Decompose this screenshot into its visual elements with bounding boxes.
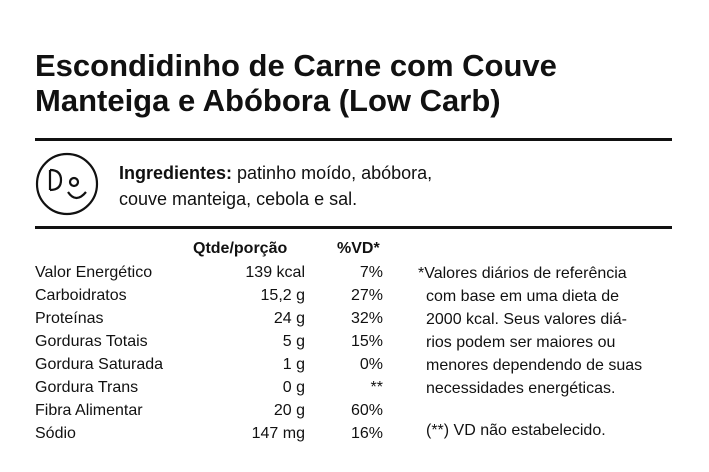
nutrient-name: Gordura Trans <box>35 379 139 396</box>
nutrient-name: Carboidratos <box>35 287 127 304</box>
nutrient-qty: 0 g <box>282 379 305 396</box>
nutrition-row <box>35 287 395 309</box>
nutrient-name: Valor Energético <box>35 264 153 281</box>
vd-not-established-note: (**) VD não estabelecido. <box>426 422 606 439</box>
nutrient-name: Sódio <box>35 425 76 442</box>
ingredients-label: Ingredientes: <box>119 163 233 183</box>
divider-middle <box>35 226 672 229</box>
product-title <box>35 48 695 118</box>
nutrient-vd: 15% <box>350 333 383 350</box>
nutrient-qty: 15,2 g <box>260 287 305 304</box>
nutrient-vd: 60% <box>350 402 383 419</box>
nutrient-vd: 27% <box>350 287 383 304</box>
header-vd: %VD* <box>337 240 380 257</box>
note-line: com base em uma dieta de <box>426 288 619 305</box>
nutrition-row <box>35 310 395 332</box>
note-line: necessidades energéticas. <box>426 380 616 397</box>
nutrient-qty: 20 g <box>273 402 305 419</box>
nutrient-vd: 7% <box>359 264 383 281</box>
ingredients-text-1: patinho moído, abóbora, <box>232 163 433 183</box>
note-line: 2000 kcal. Seus valores diá- <box>426 311 627 328</box>
nutrient-qty: 5 g <box>282 333 305 350</box>
note-line: menores dependendo de suas <box>426 357 643 374</box>
smiley-face-icon <box>35 152 99 216</box>
nutrient-vd: 16% <box>350 425 383 442</box>
nutrition-row <box>35 333 395 355</box>
note-line: rios podem ser maiores ou <box>426 334 616 351</box>
nutrient-vd: 32% <box>350 310 383 327</box>
nutrient-name: Proteínas <box>35 310 104 327</box>
nutrient-qty: 147 mg <box>251 425 305 442</box>
divider-top <box>35 138 672 141</box>
nutrient-qty: 139 kcal <box>245 264 305 281</box>
nutrient-qty: 1 g <box>282 356 305 373</box>
ingredients-text-2: couve manteiga, cebola e sal. <box>119 189 358 209</box>
nutrition-row <box>35 425 395 447</box>
note-line: *Valores diários de referência <box>418 265 627 282</box>
nutrition-row <box>35 379 395 401</box>
header-qty: Qtde/porção <box>193 240 288 257</box>
title-line-2: Manteiga e Abóbora (Low Carb) <box>35 83 501 118</box>
nutrient-vd: 0% <box>359 356 383 373</box>
nutrient-name: Gorduras Totais <box>35 333 148 350</box>
reference-note <box>418 262 673 400</box>
nutrient-name: Fibra Alimentar <box>35 402 143 419</box>
nutrient-name: Gordura Saturada <box>35 356 164 373</box>
nutrition-row <box>35 402 395 424</box>
nutrient-qty: 24 g <box>273 310 305 327</box>
ingredients <box>119 160 679 212</box>
nutrition-row <box>35 264 395 286</box>
title-line-1: Escondidinho de Carne com Couve <box>35 48 557 83</box>
nutrient-vd: ** <box>370 379 383 396</box>
nutrition-row <box>35 356 395 378</box>
